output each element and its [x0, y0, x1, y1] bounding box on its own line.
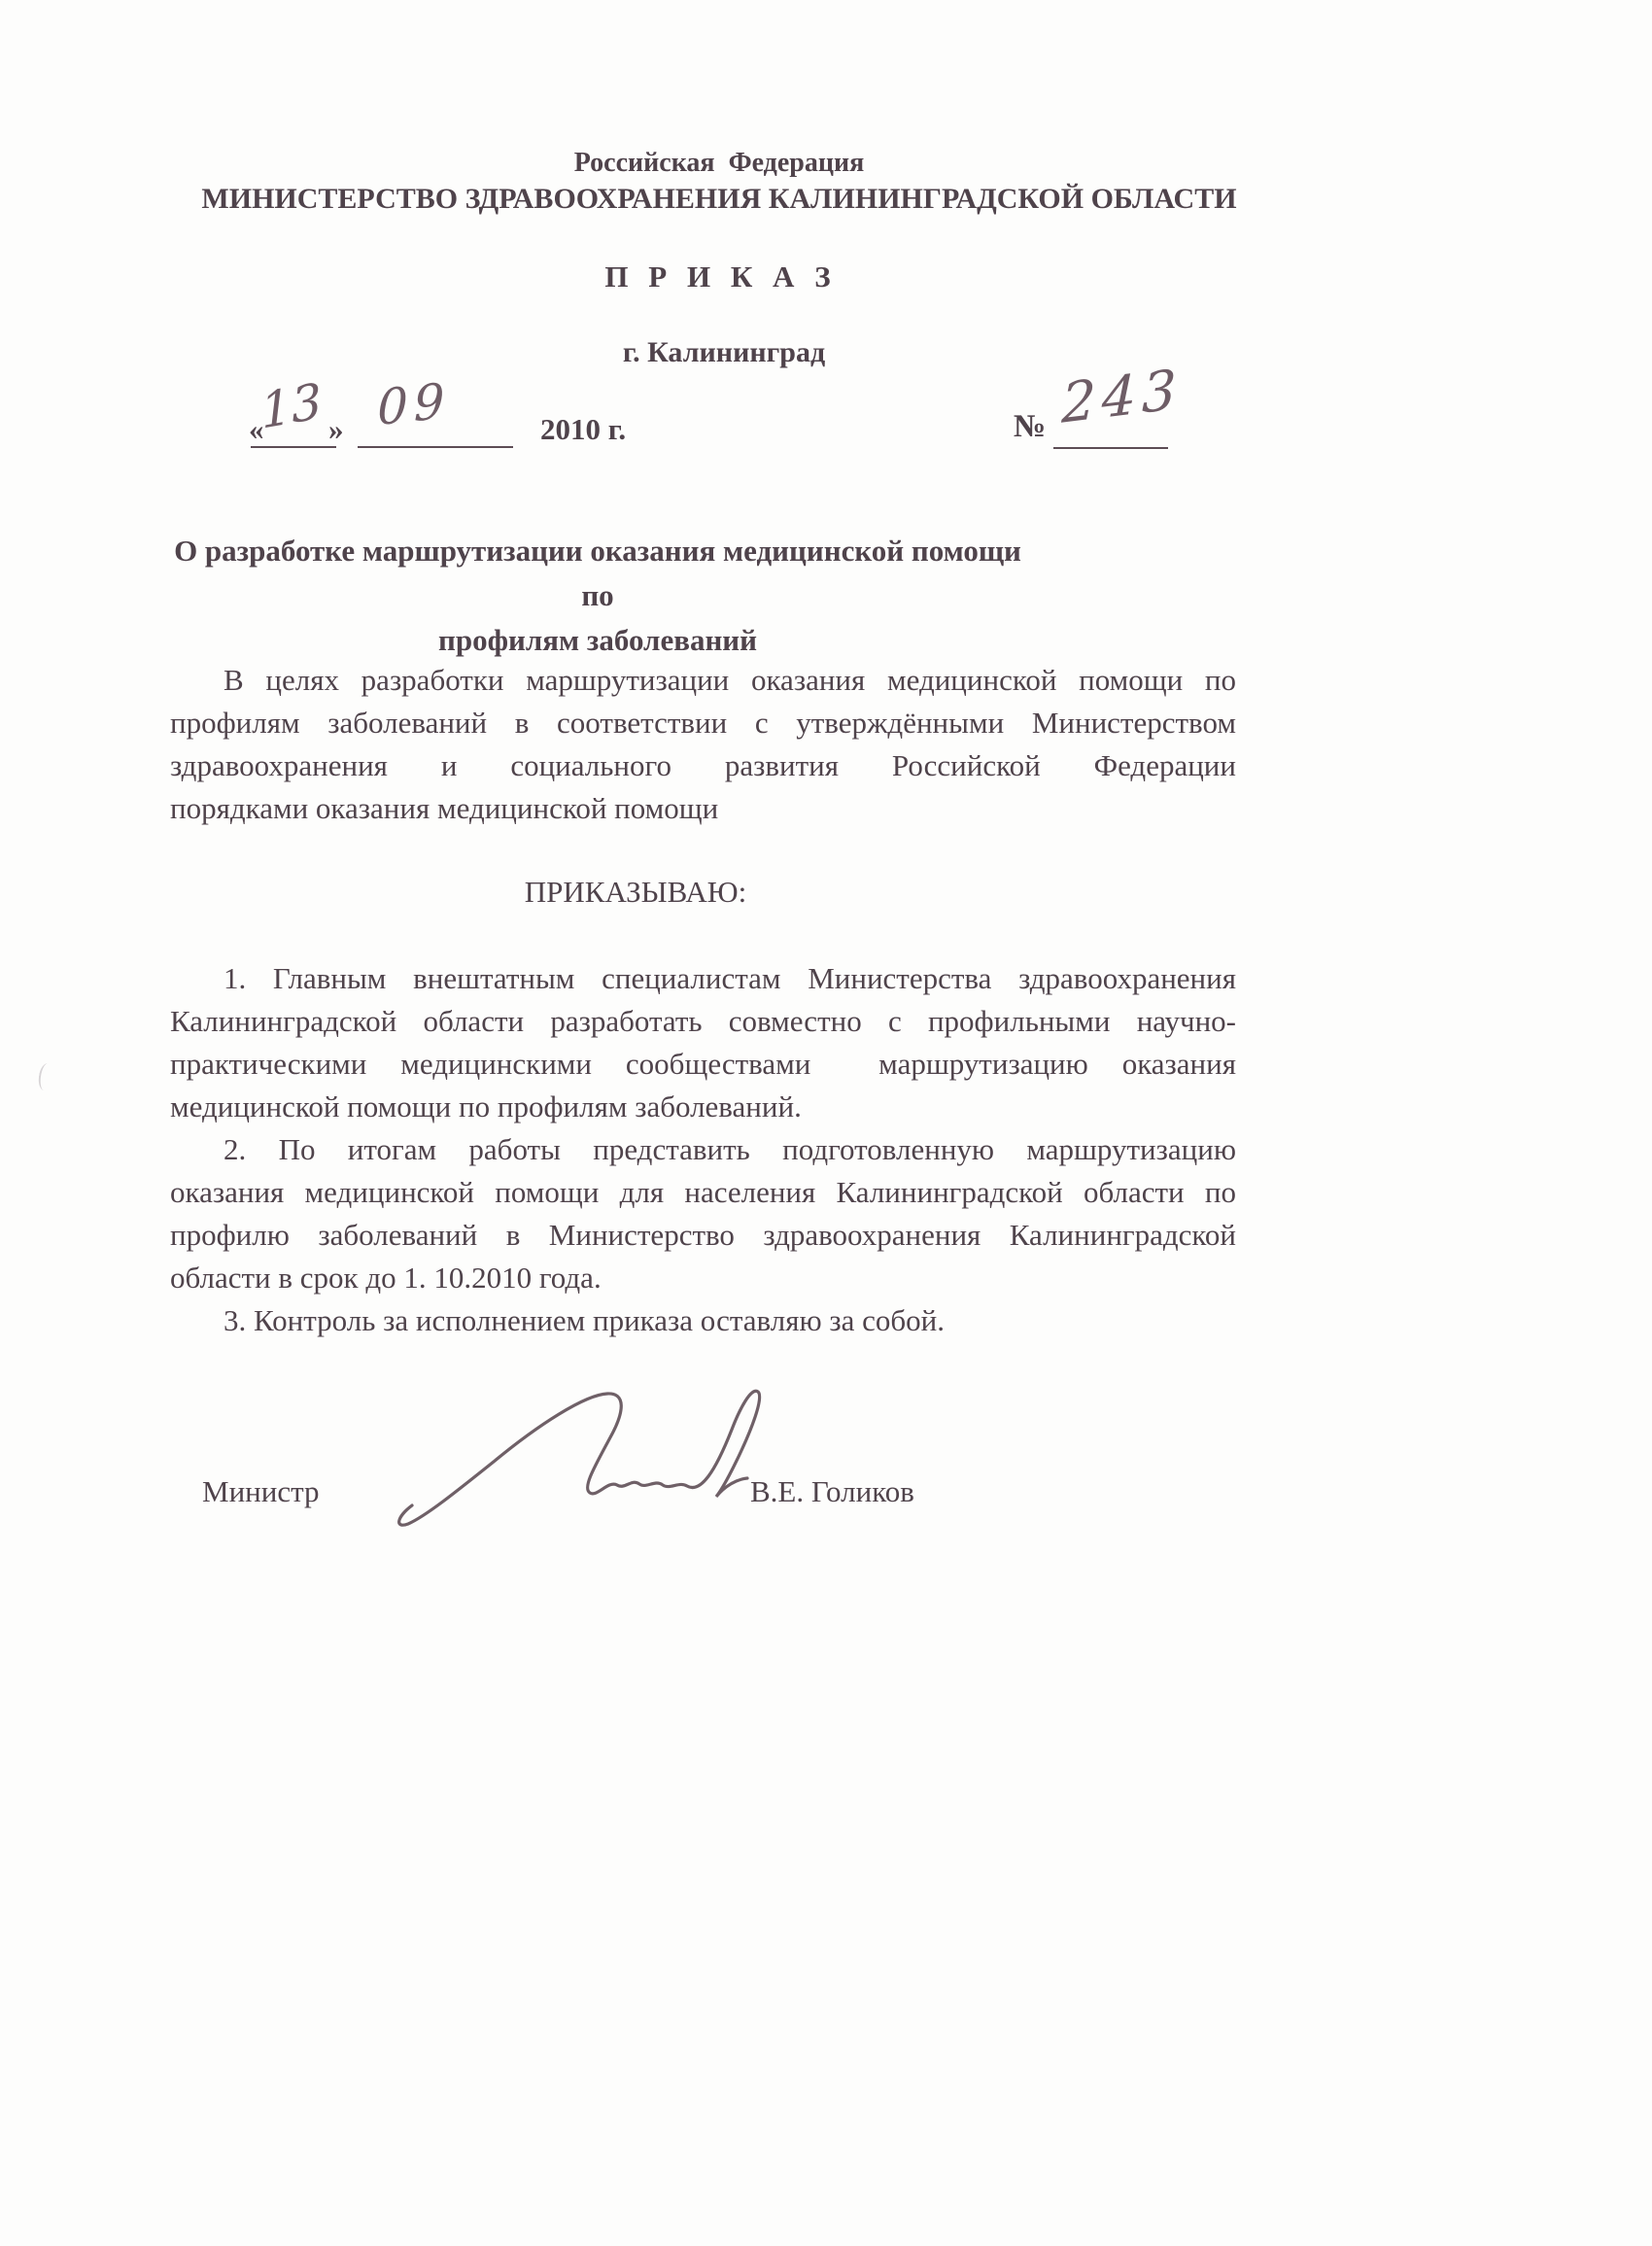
item-line: 1. Главным внештатным специалистам Министерства здравоохранения [224, 961, 1236, 995]
preamble-line: здравоохранения и социального развития Российской Федерации [170, 748, 1236, 782]
minister-signature [387, 1383, 768, 1538]
order-title [165, 529, 1030, 663]
order-title-line: профилям заболеваний [437, 623, 758, 657]
item-line: Калининградской области разработать совместно с профильными научно- [170, 1004, 1236, 1038]
item-line: оказания медицинской помощи для населения Калининградской области по [170, 1175, 1236, 1209]
order-title-line: О разработке маршрутизации оказания медицинской помощи по [174, 534, 1021, 612]
order-item-2 [170, 1128, 1236, 1299]
doc-type-heading: П Р И К А З [604, 259, 834, 294]
date-year: 2010 г. [540, 412, 627, 446]
order-word: ПРИКАЗЫВАЮ: [524, 875, 747, 909]
number-sign: № [1014, 409, 1047, 444]
number-handwritten: 243 [1060, 358, 1184, 436]
date-month-underline [358, 446, 513, 448]
city-line: г. Калининград [622, 336, 826, 368]
item-line: профилю заболеваний в Министерство здравоохранения Калининградской [170, 1218, 1236, 1252]
number-underline [1053, 447, 1168, 449]
order-items [170, 957, 1236, 1342]
date-month-handwritten: 09 [377, 371, 451, 437]
minister-label: Министр [202, 1474, 320, 1508]
scan-artifact [37, 1062, 52, 1090]
preamble-line: профилям заболеваний в соответствии с утверждёнными Министерством [170, 706, 1236, 740]
item-line: области в срок до 1. 10.2010 года. [170, 1261, 602, 1295]
preamble-line: порядками оказания медицинской помощи [170, 791, 719, 825]
preamble [170, 659, 1236, 830]
item-line: 3. Контроль за исполнением приказа оставляю за собой. [224, 1303, 946, 1337]
item-line: медицинской помощи по профилям заболеваний. [170, 1089, 802, 1123]
date-open-quote: « [249, 412, 264, 446]
item-line: 2. По итогам работы представить подготовленную маршрутизацию [224, 1132, 1236, 1166]
date-day-handwritten: 13 [258, 372, 325, 440]
item-line: практическими медицинскими сообществами маршрутизацию оказания [170, 1047, 1236, 1081]
header-country: Российская Федерация [573, 148, 865, 178]
minister-name: В.Е. Голиков [750, 1474, 914, 1508]
preamble-line: В целях разработки маршрутизации оказания медицинской помощи по [224, 663, 1236, 697]
order-item-3 [170, 1299, 1236, 1342]
header-ministry: МИНИСТЕРСТВО ЗДРАВООХРАНЕНИЯ КАЛИНИНГРАДСКОЙ ОБЛАСТИ [201, 183, 1237, 215]
date-day-underline [251, 446, 336, 448]
order-item-1 [170, 957, 1236, 1128]
date-close-quote: » [328, 412, 344, 446]
